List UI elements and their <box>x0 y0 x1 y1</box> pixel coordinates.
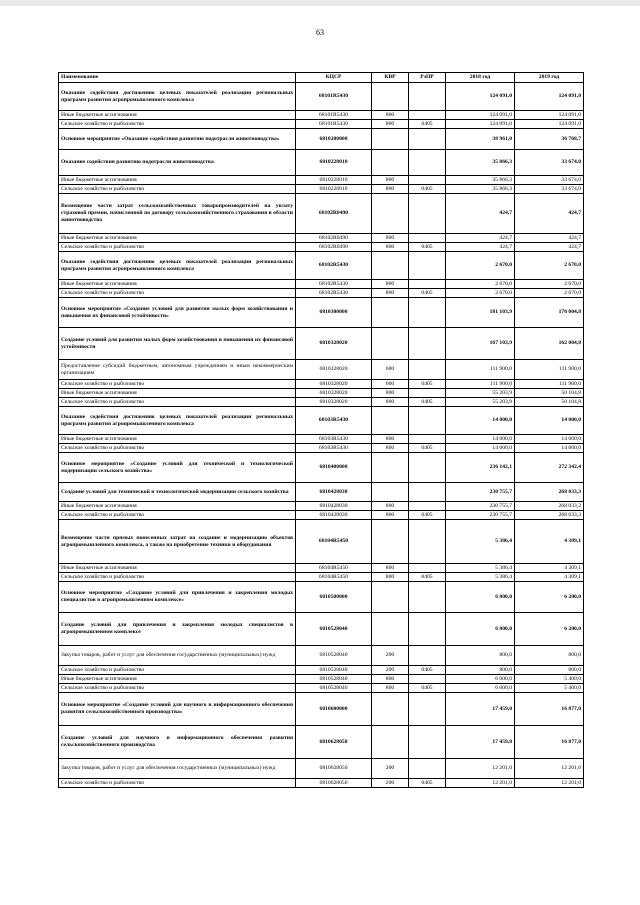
cell-rz <box>409 328 446 360</box>
cell-v2018: 236 142,1 <box>446 453 515 483</box>
table-row <box>59 234 584 243</box>
cell-name: Иные бюджетные ассигнования <box>59 111 296 120</box>
cell-name: Иные бюджетные ассигнования <box>59 502 296 511</box>
cell-v2018: 17 459,0 <box>446 726 515 759</box>
scan-edge <box>0 0 640 6</box>
cell-name: Сельское хозяйство и рыболовство <box>59 398 296 407</box>
cell-name: Сельское хозяйство и рыболовство <box>59 185 296 194</box>
cell-kvr: 800 <box>372 435 409 444</box>
table-row <box>59 129 584 150</box>
cell-code: 6810628050 <box>296 726 372 759</box>
cell-v2019: 4 309,1 <box>515 573 584 582</box>
cell-kvr <box>372 693 409 726</box>
table-row <box>59 453 584 483</box>
cell-v2019: 424,7 <box>515 194 584 234</box>
cell-code: 68101R5430 <box>296 111 372 120</box>
table-row <box>59 444 584 453</box>
cell-code: 68103R5430 <box>296 444 372 453</box>
cell-v2019: 268 033,3 <box>515 511 584 520</box>
table-row <box>59 389 584 398</box>
cell-name: Иные бюджетные ассигнования <box>59 675 296 684</box>
cell-v2018: 111 900,0 <box>446 380 515 389</box>
cell-rz <box>409 726 446 759</box>
cell-v2019: 6 200,0 <box>515 582 584 613</box>
cell-v2018: 2 670,0 <box>446 289 515 298</box>
cell-rz: 0405 <box>409 779 446 788</box>
cell-kvr <box>372 328 409 360</box>
cell-rz <box>409 646 446 666</box>
cell-v2018: 124 091,0 <box>446 111 515 120</box>
cell-v2018: 14 000,0 <box>446 444 515 453</box>
cell-kvr: 800 <box>372 234 409 243</box>
cell-v2019: 2 670,0 <box>515 280 584 289</box>
cell-kvr: 200 <box>372 646 409 666</box>
cell-v2018: 424,7 <box>446 234 515 243</box>
cell-kvr <box>372 613 409 646</box>
cell-kvr: 800 <box>372 120 409 129</box>
cell-v2019: 16 877,0 <box>515 693 584 726</box>
cell-rz: 0405 <box>409 380 446 389</box>
table-row <box>59 726 584 759</box>
cell-code: 6810428030 <box>296 502 372 511</box>
cell-name: Иные бюджетные ассигнования <box>59 389 296 398</box>
cell-code: 6810528040 <box>296 613 372 646</box>
cell-rz: 0405 <box>409 666 446 675</box>
table-row <box>59 582 584 613</box>
cell-v2018: 35 866,3 <box>446 185 515 194</box>
cell-code: 6810328020 <box>296 360 372 380</box>
cell-kvr: 800 <box>372 675 409 684</box>
cell-rz <box>409 360 446 380</box>
cell-v2019: 124 091,0 <box>515 111 584 120</box>
cell-v2019: 124 091,0 <box>515 120 584 129</box>
cell-v2019: 800,0 <box>515 666 584 675</box>
cell-rz <box>409 150 446 176</box>
cell-rz <box>409 389 446 398</box>
cell-v2019: 33 674,0 <box>515 185 584 194</box>
cell-v2019: 268 033,3 <box>515 483 584 502</box>
cell-rz <box>409 675 446 684</box>
cell-code: 6810428030 <box>296 483 372 502</box>
cell-name: Иные бюджетные ассигнования <box>59 564 296 573</box>
cell-code: 6810500000 <box>296 582 372 613</box>
cell-rz <box>409 129 446 150</box>
cell-name: Создание условий для привлечения и закрепления молодых специалистов в агропромышленном комплексе <box>59 613 296 646</box>
cell-v2018: 6 000,0 <box>446 684 515 693</box>
cell-kvr <box>372 483 409 502</box>
cell-name: Сельское хозяйство и рыболовство <box>59 666 296 675</box>
cell-rz <box>409 252 446 280</box>
cell-kvr: 200 <box>372 666 409 675</box>
cell-code: 68102R0490 <box>296 194 372 234</box>
cell-v2019: 4 309,1 <box>515 520 584 564</box>
cell-name: Оказание содействия достижению целевых показателей реализации региональных программ развития агропромышленного комплекса <box>59 407 296 435</box>
table-row <box>59 693 584 726</box>
cell-kvr: 800 <box>372 511 409 520</box>
cell-name: Сельское хозяйство и рыболовство <box>59 511 296 520</box>
cell-code: 6810400000 <box>296 453 372 483</box>
cell-rz: 0405 <box>409 684 446 693</box>
cell-name: Возмещение части затрат сельскохозяйственных товаропроизводителей на уплату страховой премии, начисленной по договору сельскохозяйственного страхования в области животноводства <box>59 194 296 234</box>
cell-code: 68101R5430 <box>296 83 372 111</box>
cell-v2018: 55 203,9 <box>446 398 515 407</box>
cell-name: Возмещение части прямых понесенных затрат на создание и модернизацию объектов агропромышленного комплекса, а также на приобретение техники и оборудования <box>59 520 296 564</box>
cell-code: 68102R5430 <box>296 289 372 298</box>
cell-v2018: 14 000,0 <box>446 407 515 435</box>
cell-v2019: 424,7 <box>515 243 584 252</box>
header-2019: 2019 год <box>515 73 584 83</box>
cell-rz <box>409 298 446 328</box>
header-code: КЦСР <box>296 73 372 83</box>
cell-kvr <box>372 520 409 564</box>
cell-v2018: 167 103,9 <box>446 328 515 360</box>
cell-v2019: 176 004,8 <box>515 298 584 328</box>
cell-rz <box>409 613 446 646</box>
cell-v2019: 162 004,8 <box>515 328 584 360</box>
cell-v2019: 111 900,0 <box>515 380 584 389</box>
cell-v2018: 5 386,4 <box>446 564 515 573</box>
table-row <box>59 185 584 194</box>
cell-kvr: 200 <box>372 759 409 779</box>
cell-v2018: 38 961,0 <box>446 129 515 150</box>
cell-kvr <box>372 150 409 176</box>
cell-kvr <box>372 453 409 483</box>
cell-code: 6810328020 <box>296 398 372 407</box>
cell-rz: 0405 <box>409 573 446 582</box>
cell-v2019: 12 201,0 <box>515 759 584 779</box>
cell-name: Сельское хозяйство и рыболовство <box>59 444 296 453</box>
table-row <box>59 176 584 185</box>
cell-code: 6810528040 <box>296 684 372 693</box>
page-number: 63 <box>316 28 324 37</box>
cell-name: Сельское хозяйство и рыболовство <box>59 380 296 389</box>
cell-rz <box>409 407 446 435</box>
table-row <box>59 120 584 129</box>
cell-rz <box>409 453 446 483</box>
header-row <box>59 73 584 83</box>
cell-kvr <box>372 298 409 328</box>
cell-kvr <box>372 407 409 435</box>
cell-v2019: 50 104,8 <box>515 398 584 407</box>
cell-code: 6810328020 <box>296 389 372 398</box>
cell-kvr: 800 <box>372 573 409 582</box>
cell-v2018: 6 800,0 <box>446 582 515 613</box>
table-row <box>59 298 584 328</box>
table-row <box>59 684 584 693</box>
cell-v2018: 6 000,0 <box>446 675 515 684</box>
cell-v2018: 800,0 <box>446 646 515 666</box>
cell-rz: 0405 <box>409 444 446 453</box>
header-kvr: КВР <box>372 73 409 83</box>
cell-code: 6810628050 <box>296 759 372 779</box>
cell-v2018: 14 000,0 <box>446 435 515 444</box>
table-row <box>59 252 584 280</box>
cell-v2018: 800,0 <box>446 666 515 675</box>
table-row <box>59 360 584 380</box>
cell-v2018: 424,7 <box>446 243 515 252</box>
cell-v2018: 55 203,9 <box>446 389 515 398</box>
cell-code: 68104R5450 <box>296 564 372 573</box>
table-row <box>59 150 584 176</box>
cell-rz: 0405 <box>409 185 446 194</box>
cell-v2018: 12 201,0 <box>446 779 515 788</box>
cell-name: Закупка товаров, работ и услуг для обеспечения государственных (муниципальных) нужд <box>59 646 296 666</box>
cell-code: 6810528040 <box>296 646 372 666</box>
cell-v2019: 424,7 <box>515 234 584 243</box>
budget-table <box>58 72 584 788</box>
cell-v2019: 33 674,0 <box>515 176 584 185</box>
cell-name: Сельское хозяйство и рыболовство <box>59 120 296 129</box>
cell-code: 6810328020 <box>296 380 372 389</box>
cell-v2018: 6 800,0 <box>446 613 515 646</box>
cell-v2018: 12 201,0 <box>446 759 515 779</box>
cell-kvr <box>372 252 409 280</box>
table-row <box>59 779 584 788</box>
cell-name: Основное мероприятие «Создание условий для привлечения и закрепления молодых специалистов в агропромышленном комплексе» <box>59 582 296 613</box>
cell-v2019: 14 000,0 <box>515 435 584 444</box>
cell-name: Основное мероприятие «Оказание содействия развитию подотрасли животноводства» <box>59 129 296 150</box>
cell-code: 68102R5430 <box>296 280 372 289</box>
table-row <box>59 564 584 573</box>
cell-v2019: 14 000,0 <box>515 444 584 453</box>
cell-code: 68103R5430 <box>296 435 372 444</box>
cell-rz <box>409 693 446 726</box>
cell-code: 68102R0490 <box>296 234 372 243</box>
table-row <box>59 502 584 511</box>
cell-v2019: 14 000,0 <box>515 407 584 435</box>
cell-v2018: 124 091,0 <box>446 120 515 129</box>
cell-v2019: 50 104,8 <box>515 389 584 398</box>
cell-v2019: 268 033,3 <box>515 502 584 511</box>
cell-v2018: 230 755,7 <box>446 502 515 511</box>
cell-code: 68101R5430 <box>296 120 372 129</box>
header-2018: 2018 год <box>446 73 515 83</box>
cell-rz <box>409 111 446 120</box>
table-row <box>59 380 584 389</box>
cell-code: 6810200000 <box>296 129 372 150</box>
table-row <box>59 328 584 360</box>
cell-kvr <box>372 726 409 759</box>
cell-kvr: 800 <box>372 684 409 693</box>
table-row <box>59 613 584 646</box>
cell-v2019: 16 877,0 <box>515 726 584 759</box>
cell-name: Основное мероприятие «Создание условий для научного и информационного обеспечения развития сельскохозяйственного производства» <box>59 693 296 726</box>
cell-v2019: 5 400,0 <box>515 684 584 693</box>
cell-code: 6810528040 <box>296 666 372 675</box>
cell-name: Сельское хозяйство и рыболовство <box>59 243 296 252</box>
cell-kvr: 800 <box>372 444 409 453</box>
cell-rz <box>409 280 446 289</box>
cell-name: Оказание содействия развитию подотрасли животноводства <box>59 150 296 176</box>
cell-name: Основное мероприятие «Создание условий для развития малых форм хозяйствования и повышения их финансовой устойчивости» <box>59 298 296 328</box>
cell-kvr: 800 <box>372 280 409 289</box>
cell-v2018: 124 091,0 <box>446 83 515 111</box>
cell-kvr <box>372 83 409 111</box>
table-row <box>59 435 584 444</box>
cell-rz <box>409 194 446 234</box>
cell-v2019: 124 091,0 <box>515 83 584 111</box>
cell-name: Сельское хозяйство и рыболовство <box>59 779 296 788</box>
cell-v2018: 17 459,0 <box>446 693 515 726</box>
cell-name: Иные бюджетные ассигнования <box>59 234 296 243</box>
cell-code: 68104R5450 <box>296 573 372 582</box>
table-row <box>59 666 584 675</box>
cell-rz <box>409 234 446 243</box>
cell-v2019: 111 900,0 <box>515 360 584 380</box>
cell-code: 6810428030 <box>296 511 372 520</box>
cell-kvr: 800 <box>372 111 409 120</box>
cell-v2019: 272 342,4 <box>515 453 584 483</box>
cell-name: Иные бюджетные ассигнования <box>59 435 296 444</box>
cell-v2018: 5 386,4 <box>446 573 515 582</box>
cell-code: 6810328020 <box>296 328 372 360</box>
table-body <box>59 83 584 788</box>
cell-name: Основное мероприятие «Создание условий для технической и технологической модернизации сельского хозяйства» <box>59 453 296 483</box>
cell-v2019: 2 670,0 <box>515 289 584 298</box>
cell-code: 68102R0490 <box>296 243 372 252</box>
cell-rz: 0405 <box>409 120 446 129</box>
cell-kvr: 200 <box>372 779 409 788</box>
table-row <box>59 289 584 298</box>
cell-name: Оказание содействия достижению целевых показателей реализации региональных программ развития агропромышленного комплекса <box>59 83 296 111</box>
cell-name: Иные бюджетные ассигнования <box>59 176 296 185</box>
cell-rz <box>409 520 446 564</box>
cell-v2019: 800,0 <box>515 646 584 666</box>
table-row <box>59 280 584 289</box>
cell-v2019: 6 200,0 <box>515 613 584 646</box>
cell-rz <box>409 502 446 511</box>
header-rzpr: РзПР <box>409 73 446 83</box>
cell-rz <box>409 83 446 111</box>
cell-rz: 0405 <box>409 243 446 252</box>
cell-kvr: 800 <box>372 185 409 194</box>
cell-v2019: 4 309,1 <box>515 564 584 573</box>
cell-name: Создание условий для научного и информационного обеспечения развития сельскохозяйственного производства <box>59 726 296 759</box>
cell-code: 6810528040 <box>296 675 372 684</box>
cell-v2018: 2 670,0 <box>446 280 515 289</box>
table-row <box>59 243 584 252</box>
cell-rz <box>409 483 446 502</box>
cell-code: 6810628050 <box>296 779 372 788</box>
cell-v2018: 2 670,0 <box>446 252 515 280</box>
cell-code: 6810600000 <box>296 693 372 726</box>
cell-rz <box>409 176 446 185</box>
cell-v2018: 35 866,3 <box>446 150 515 176</box>
cell-name: Иные бюджетные ассигнования <box>59 280 296 289</box>
table-row <box>59 194 584 234</box>
cell-kvr: 800 <box>372 502 409 511</box>
cell-name: Предоставление субсидий бюджетным, автономным учреждениям и иным некоммерческим организациям <box>59 360 296 380</box>
cell-v2018: 111 900,0 <box>446 360 515 380</box>
cell-v2019: 5 400,0 <box>515 675 584 684</box>
cell-rz <box>409 435 446 444</box>
cell-v2019: 2 670,0 <box>515 252 584 280</box>
cell-code: 68103R5430 <box>296 407 372 435</box>
cell-rz <box>409 582 446 613</box>
cell-code: 6810228010 <box>296 176 372 185</box>
cell-v2018: 181 103,9 <box>446 298 515 328</box>
cell-code: 68102R5430 <box>296 252 372 280</box>
table-row <box>59 646 584 666</box>
cell-kvr <box>372 582 409 613</box>
cell-name: Сельское хозяйство и рыболовство <box>59 684 296 693</box>
cell-name: Оказание содействия достижению целевых показателей реализации региональных программ развития агропромышленного комплекса <box>59 252 296 280</box>
cell-rz: 0405 <box>409 398 446 407</box>
cell-v2019: 36 768,7 <box>515 129 584 150</box>
table-row <box>59 111 584 120</box>
cell-code: 6810228010 <box>296 185 372 194</box>
cell-kvr: 800 <box>372 389 409 398</box>
cell-v2018: 424,7 <box>446 194 515 234</box>
table-row <box>59 573 584 582</box>
table-row <box>59 407 584 435</box>
cell-rz <box>409 759 446 779</box>
cell-v2019: 12 201,0 <box>515 779 584 788</box>
cell-kvr: 600 <box>372 380 409 389</box>
cell-name: Сельское хозяйство и рыболовство <box>59 573 296 582</box>
cell-kvr <box>372 129 409 150</box>
cell-v2018: 230 755,7 <box>446 511 515 520</box>
cell-name: Создание условий для технической и технологической модернизации сельского хозяйства <box>59 483 296 502</box>
cell-v2018: 35 866,3 <box>446 176 515 185</box>
cell-name: Закупка товаров, работ и услуг для обеспечения государственных (муниципальных) нужд <box>59 759 296 779</box>
cell-kvr: 800 <box>372 398 409 407</box>
cell-v2019: 33 674,0 <box>515 150 584 176</box>
cell-code: 68104R5450 <box>296 520 372 564</box>
cell-rz: 0405 <box>409 511 446 520</box>
cell-rz <box>409 564 446 573</box>
table-row <box>59 483 584 502</box>
table-row <box>59 675 584 684</box>
table-row <box>59 520 584 564</box>
cell-kvr: 600 <box>372 360 409 380</box>
cell-v2018: 5 386,4 <box>446 520 515 564</box>
cell-kvr: 800 <box>372 176 409 185</box>
table-row <box>59 398 584 407</box>
cell-kvr: 800 <box>372 564 409 573</box>
cell-kvr: 800 <box>372 243 409 252</box>
cell-code: 6810228010 <box>296 150 372 176</box>
cell-code: 6810300000 <box>296 298 372 328</box>
cell-v2018: 230 755,7 <box>446 483 515 502</box>
cell-kvr <box>372 194 409 234</box>
table-row <box>59 83 584 111</box>
table-row <box>59 511 584 520</box>
table-row <box>59 759 584 779</box>
cell-rz: 0405 <box>409 289 446 298</box>
cell-name: Создание условий для развития малых форм хозяйствования и повышения их финансовой устойчивости <box>59 328 296 360</box>
cell-name: Сельское хозяйство и рыболовство <box>59 289 296 298</box>
cell-kvr: 800 <box>372 289 409 298</box>
header-name: Наименование <box>59 73 296 83</box>
